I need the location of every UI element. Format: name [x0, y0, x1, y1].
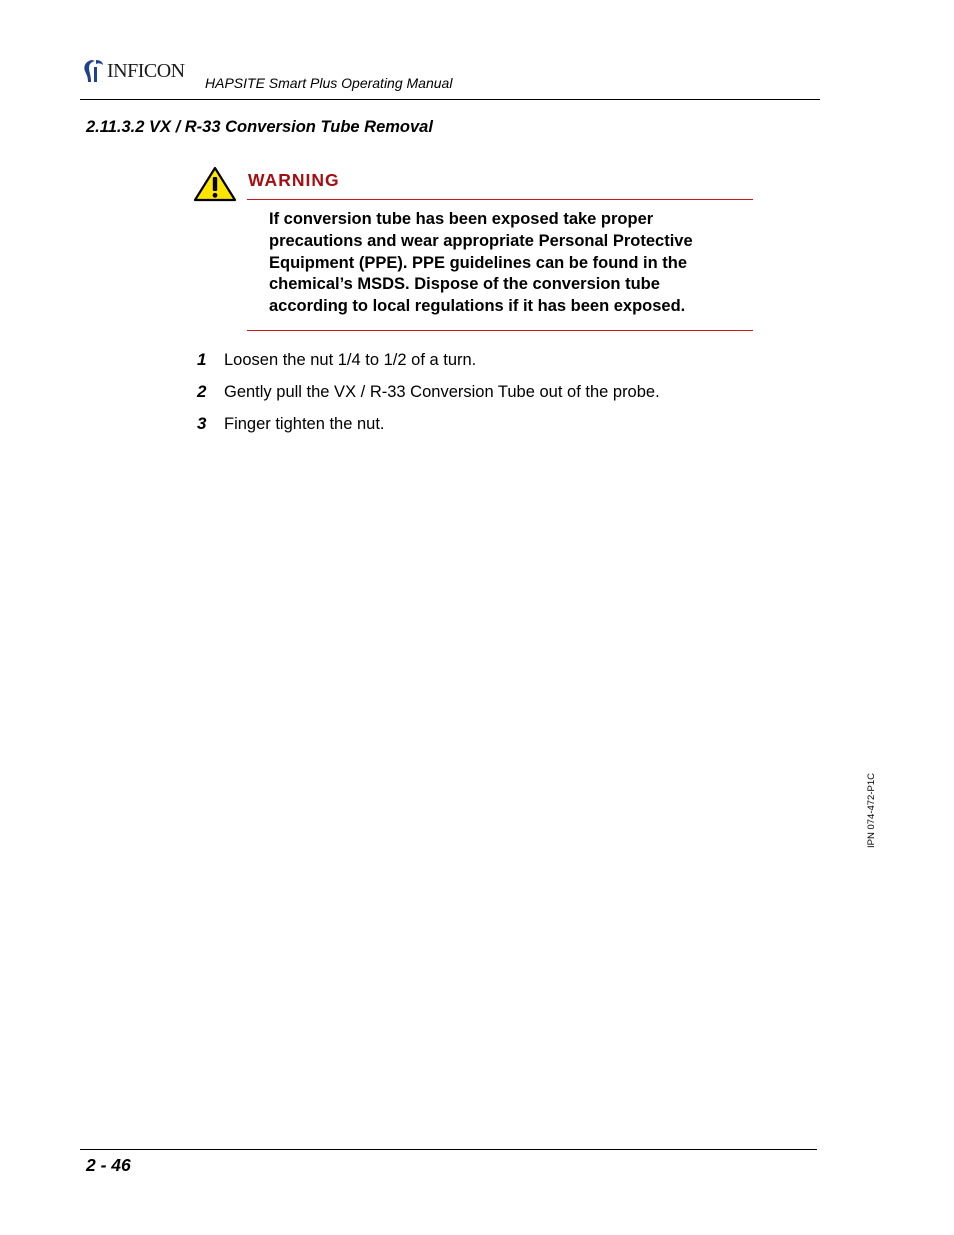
warning-label: WARNING: [248, 170, 340, 190]
page-number: 2 - 46: [86, 1155, 131, 1175]
warning-line: according to local regulations if it has been exposed.: [269, 297, 686, 316]
warning-line: Equipment (PPE). PPE guidelines can be found in the: [269, 253, 688, 272]
manual-title: HAPSITE Smart Plus Operating Manual: [205, 75, 453, 91]
footer-divider: [80, 1149, 817, 1150]
ipn-label: IPN 074-472-P1C: [866, 773, 877, 848]
inficon-logo: [82, 58, 185, 84]
warning-line: If conversion tube has been exposed take proper: [269, 210, 654, 228]
warning-line: chemical’s MSDS. Dispose of the conversion tube: [269, 275, 660, 294]
warning-top-rule: [247, 199, 753, 200]
step-number: 1: [197, 350, 207, 369]
section-heading: 2.11.3.2 VX / R-33 Conversion Tube Removal: [86, 118, 433, 136]
step-text: Gently pull the VX / R-33 Conversion Tube out of the probe.: [224, 383, 660, 401]
inficon-mark-icon: [82, 59, 104, 83]
warning-line: precautions and wear appropriate Personal Protective: [269, 231, 693, 250]
step-number: 3: [197, 414, 207, 433]
header-divider: [80, 99, 820, 100]
step-text: Finger tighten the nut.: [224, 415, 385, 433]
warning-triangle-icon: [193, 166, 237, 207]
logo-text: INFICON: [107, 60, 185, 82]
warning-bottom-rule: [247, 330, 753, 331]
step-text: Loosen the nut 1/4 to 1/2 of a turn.: [224, 351, 477, 369]
warning-text: [269, 209, 739, 318]
step-number: 2: [197, 382, 207, 401]
